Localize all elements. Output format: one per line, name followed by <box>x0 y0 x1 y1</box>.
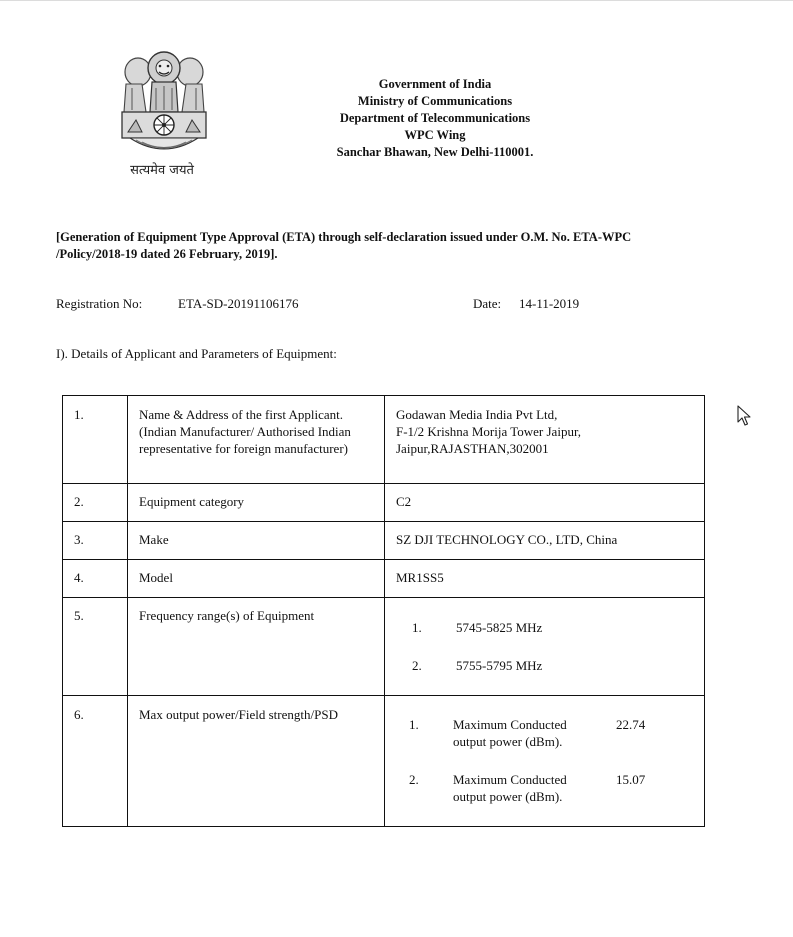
frequency-value: 5755-5795 MHz <box>456 658 543 673</box>
heading-line-1: [Generation of Equipment Type Approval (ETA) through self-declaration issued under O.M. No. ETA-WPC <box>56 230 632 244</box>
value-line: Jaipur,RAJASTHAN,302001 <box>396 441 549 456</box>
value-line: Godawan Media India Pvt Ltd, <box>396 407 558 422</box>
row-label: Model <box>139 570 173 585</box>
table-row <box>63 396 705 484</box>
row-label: Max output power/Field strength/PSD <box>139 707 338 722</box>
org-line-address: Sanchar Bhawan, New Delhi-110001. <box>336 145 534 159</box>
list-item <box>385 771 704 826</box>
power-value: 15.07 <box>616 772 646 787</box>
org-line-wing: WPC Wing <box>404 128 466 142</box>
registration-number: ETA-SD-20191106176 <box>178 296 299 311</box>
row-value <box>385 396 704 457</box>
description-line: output power (dBm). <box>453 789 563 804</box>
row-number: 3. <box>74 532 84 547</box>
table-row <box>63 598 705 696</box>
label-line: (Indian Manufacturer/ Authorised Indian <box>139 424 351 439</box>
table-row <box>63 522 705 560</box>
row-value: MR1SS5 <box>396 570 444 585</box>
row-number: 5. <box>74 608 84 623</box>
table-row <box>63 484 705 522</box>
row-label: Equipment category <box>139 494 245 509</box>
description-line: output power (dBm). <box>453 734 563 749</box>
power-description <box>453 716 593 750</box>
list-item <box>385 619 704 657</box>
registration-label: Registration No: <box>56 296 143 311</box>
label-line: representative for foreign manufacturer) <box>139 441 348 456</box>
power-value: 22.74 <box>616 717 646 732</box>
row-number: 4. <box>74 570 84 585</box>
row-label: Frequency range(s) of Equipment <box>139 608 315 623</box>
heading-line-2: /Policy/2018-19 dated 26 February, 2019]. <box>56 247 278 261</box>
org-line-department: Department of Telecommunications <box>339 111 531 125</box>
power-description <box>453 771 593 805</box>
row-number: 2. <box>74 494 84 509</box>
item-number: 1. <box>412 620 422 635</box>
item-number: 1. <box>409 717 419 732</box>
table-row <box>63 696 705 827</box>
table-row <box>63 560 705 598</box>
item-number: 2. <box>409 772 419 787</box>
top-border <box>0 0 793 1</box>
row-value: SZ DJI TECHNOLOGY CO., LTD, China <box>396 532 618 547</box>
power-list <box>385 696 704 826</box>
description-line: Maximum Conducted <box>453 772 567 787</box>
value-line: F-1/2 Krishna Morija Tower Jaipur, <box>396 424 581 439</box>
list-item <box>385 657 704 695</box>
lion-capital-icon <box>112 48 216 160</box>
row-number: 1. <box>74 407 84 422</box>
mouse-pointer-icon <box>737 405 751 427</box>
label-line: Name & Address of the first Applicant. <box>139 407 343 422</box>
org-line-ministry: Ministry of Communications <box>357 94 513 108</box>
row-value: C2 <box>396 494 412 509</box>
document-heading <box>56 229 696 263</box>
row-label: Make <box>139 532 169 547</box>
list-item <box>385 716 704 771</box>
description-line: Maximum Conducted <box>453 717 567 732</box>
item-number: 2. <box>412 658 422 673</box>
emblem-motto: सत्यमेव जयते <box>130 163 194 178</box>
section-title: I). Details of Applicant and Parameters of Equipment: <box>56 346 337 361</box>
date-label: Date: <box>473 296 502 311</box>
organization-header <box>300 76 570 161</box>
date-value: 14-11-2019 <box>519 296 580 311</box>
details-table <box>62 395 705 827</box>
frequency-value: 5745-5825 MHz <box>456 620 543 635</box>
frequency-list <box>385 598 704 695</box>
row-number: 6. <box>74 707 84 722</box>
org-line-government: Government of India <box>378 77 492 91</box>
row-label <box>128 396 384 457</box>
